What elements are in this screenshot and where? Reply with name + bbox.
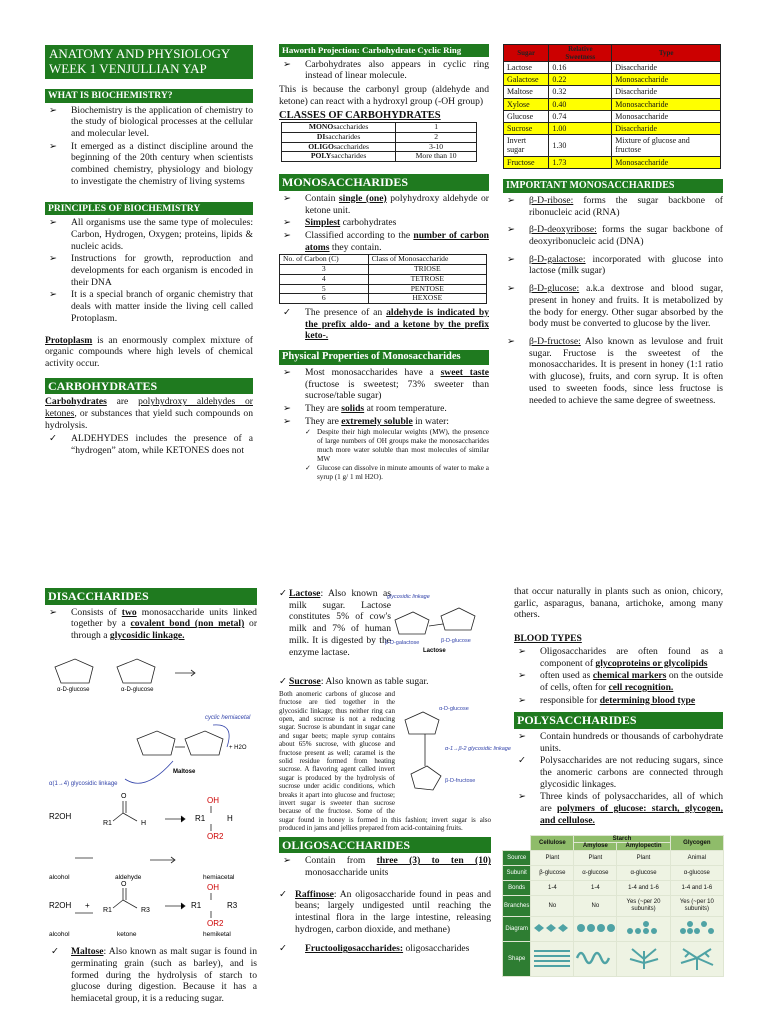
classes-heading: CLASSES OF CARBOHYDRATES	[279, 109, 441, 121]
arrow-icon: ➢	[49, 217, 58, 229]
lactose-text: ✓ Lactose: Also known as milk sugar. Lactose constitutes 5% of cow's milk and 7% of human milk. It is digested by the enzyme lactase.	[279, 588, 391, 658]
lactose-label: Lactose	[423, 648, 446, 654]
arrow-icon: ➢	[518, 694, 527, 706]
carbon-class-table: No. of Carbon (C) Class of Monosaccharide 3 TRIOSE 4 TETROSE 5 PENTOSE 6 HEXOSE	[279, 254, 487, 304]
plus-sign: +	[85, 901, 90, 911]
poly-row: Bonds 1-4 1-4 1-4 and 1-6 1-4 and 1-6	[503, 881, 724, 896]
arrow-icon: ➢	[283, 366, 292, 378]
poly-heading: POLYSACCHARIDES	[514, 712, 723, 729]
oligo-heading: OLIGOSACCHARIDES	[279, 837, 491, 854]
classes-row: MONOsaccharides 1	[282, 123, 477, 133]
cellulose-shape-icon	[532, 945, 572, 971]
hemiacetal-label: hemiacetal	[203, 873, 235, 881]
aldehyde-o-label: O	[121, 792, 127, 800]
r3-label-b: R3	[227, 901, 238, 911]
mono-heading: MONOSACCHARIDES	[279, 174, 489, 191]
doc-title: ANATOMY AND PHYSIOLOGY WEEK 1 VENJULLIAN YAP	[45, 45, 253, 79]
carbon-row: 6 HEXOSE	[280, 294, 487, 304]
glycogen-shape-icon	[677, 945, 717, 971]
important-item: ➢ β-D-fructose: Also known as levulose and fruit sugar. Fructose is the sweetest of the monosaccharides. It is present in honey (1:1 ratio with glucose), fruits, and corn syrup. It is often used to sweeten foods, since less fructose is needed to achieve the same degree of sweetness.	[507, 336, 723, 406]
check-icon: ✓	[51, 946, 60, 958]
lactose-diagram	[383, 586, 493, 654]
principles-list: ➢ All organisms use the same type of molecules: Carbon, Hydrogen, Oxygen; proteins, lipids & nucleic acids. ➢ Instructions for growth, reproduction and developments for each organism is encoded in their DNA ➢ It is a special branch of organic chemistry that deals with matter inside the living cell called Protoplasm.	[49, 217, 253, 324]
classes-row: POLYsaccharides More than 10	[282, 152, 477, 162]
or2-label-2: OR2	[207, 919, 224, 929]
arrow-icon: ➢	[283, 217, 292, 229]
amylose-shape-icon	[575, 945, 615, 971]
sucrose-glucose-label: α-D-glucose	[439, 705, 469, 712]
col-top-right	[503, 44, 723, 412]
sweetness-row: Galactose 0.22 Monosaccharide	[504, 74, 721, 86]
sweetness-row: Lactose 0.16 Disaccharide	[504, 62, 721, 74]
arrow-icon: ➢	[507, 253, 516, 265]
carbs-heading: CARBOHYDRATES	[45, 378, 253, 395]
fos-text: ✓ Fructooligosaccharides: oligosaccharides	[279, 943, 470, 955]
arrow-icon: ➢	[283, 229, 292, 241]
galactose-label: β-D-galactose	[385, 640, 420, 646]
arrow-icon: ➢	[518, 645, 527, 657]
r1-label: R1	[103, 819, 112, 827]
water-label: + H2O	[229, 744, 247, 751]
important-heading: IMPORTANT MONOSACCHARIDES	[503, 179, 723, 193]
sucrose-body: Both anomeric carbons of glucose and fructose are tied together in the glycosidic linkage; thus neither ring can open, and sucrose is not a reducing sugar. Sucrose is abundant in sugar cane and sugar beets; maple syrup contains about 65% sucrose, with glucose and fructose present as well; caramel is the solid residue formed from heating sucrose. A flavoring agent called invert sugar is produced by the hydrolysis of sucrose under acidic conditions, which breaks it apart into glucose and fructose; invert sugar is sweeter than sucrose because of the fructose. Some of the sugar found in honey is formed in this fashion; invert sugar is also produced in jams and jellies prepared from acid-containing fruits.	[279, 689, 491, 833]
check-icon: ✓	[305, 428, 312, 437]
carbon-row: 5 PENTOSE	[280, 284, 487, 294]
arrow-icon: ➢	[283, 402, 292, 414]
sweetness-row: Glucose 0.74 Monosaccharide	[504, 110, 721, 122]
h-label-b: H	[227, 813, 233, 823]
arrow-icon: ➢	[49, 606, 58, 618]
alcohol-label-1: alcohol	[49, 873, 70, 881]
sucrose-diagram	[397, 690, 511, 814]
r1-label-d: R1	[191, 901, 202, 911]
arrow-icon: ➢	[518, 791, 527, 803]
disaccharide-formation-diagram	[45, 643, 257, 899]
amylopectin-diagram-icon	[624, 919, 664, 937]
oh-label-1: OH	[207, 795, 219, 805]
blood-heading: BLOOD TYPES	[514, 633, 582, 645]
sweetness-row: Sucrose 1.00 Disaccharide	[504, 123, 721, 135]
important-item: ➢ β-D-galactose: incorporated with glucose into lactose (milk sugar)	[507, 253, 723, 277]
col-bottom-right: that occur naturally in plants such as onion, chicory, garlic, asparagus, banana, artichoke, among many others. BLOOD TYPES ➢ Oligosaccharides are often found as a component of glycoproteins or glycolipids ➢ often used as chemical markers on the outside of cells, often for cell recognition. ➢ responsible for determining blood type POLYSACCHARIDES ➢ Contain hundreds or thousands of carbohydrate units. ✓ Polysaccharides are not reducing sugars, since the anomeric carbons are connected through glycosidic linkages. ➢ Three kinds of polysaccharides, all of which are polymers of glucose: starch, glycogen, and cellulose. Cellulose Starch Glycogen Amylose Amylopectin Source Plant Plant Plant Animal Subunit β-glucose α-glucose α-glucose α-glucose Bonds 1-4 1-4 1-4 and 1-6 1-4 and 1-6 Branches No No Yes (~per 20 subunits) Yes (~per 10 subunits) Diagram Shape	[514, 586, 723, 977]
arrow-icon: ➢	[283, 192, 292, 204]
check-icon: ✓	[518, 755, 527, 767]
important-item: ➢ β-D-deoxyribose: forms the sugar backbone of deoxyribonucleic acid (DNA)	[507, 224, 723, 248]
carbon-row: 4 TETROSE	[280, 274, 487, 284]
r1-label-c: R1	[103, 907, 112, 915]
r2oh-label-2: R2OH	[49, 901, 72, 911]
di-heading: DISACCHARIDES	[45, 588, 257, 605]
classes-table	[281, 122, 477, 162]
carbs-def: Carbohydrates are polyhydroxy aldehydes or ketones, or substances that yield such compounds on hydrolysis.	[45, 396, 253, 431]
cyclic-hemiacetal-label: cyclic hemiacetal	[205, 714, 251, 721]
check-icon: ✓	[49, 433, 58, 445]
sweetness-row: Maltose 0.32 Disaccharide	[504, 86, 721, 98]
classes-row: DIsaccharides 2	[282, 133, 477, 143]
arrow-icon: ➢	[283, 415, 292, 427]
aldehyde-label: aldehyde	[115, 873, 142, 881]
ketone-o-label: O	[121, 881, 127, 889]
protoplasm-text: Protoplasm is an enormously complex mixture of organic compounds where high levels of chemical activity occur.	[45, 334, 253, 369]
arrow-icon: ➢	[49, 253, 58, 265]
check-icon: ✓	[283, 306, 292, 318]
classes-row: OLIGOsaccharides 3-10	[282, 142, 477, 152]
hemiketal-label: hemiketal	[203, 931, 231, 939]
check-icon: ✓	[279, 943, 288, 955]
arrow-icon: ➢	[49, 104, 58, 116]
sucrose-link-label: α-1→β-2 glycosidic linkage	[445, 745, 511, 752]
amylopectin-shape-icon	[624, 945, 664, 971]
important-item: ➢ β-D-glucose: a.k.a dextrose and blood sugar, present in honey and fruits. It is metabolized by the body for energy. Other sugar absorbed by the body must be converted to glucose by the liver.	[507, 283, 723, 330]
maltose-text: ✓ Maltose: Also known as malt sugar is found in germinating grain (such as barley), and is formed during the hydrolysis of starch to glucose during digestion. Because it has a hemiacetal group, it is a reducing sugar.	[51, 946, 257, 1004]
r3-label: R3	[141, 907, 150, 915]
col-top-left: ANATOMY AND PHYSIOLOGY WEEK 1 VENJULLIAN YAP WHAT IS BIOCHEMISTRY? ➢ Biochemistry is the application of chemistry to the study of biological processes at the cellular and molecular level. ➢ It emerged as a distinct discipline around the beginning of the 20th century when scientists combined chemistry, physiology and biology to investigate the chemistry of living systems PRINCIPLES OF BIOCHEMISTRY ➢ All organisms use the same type of molecules: Carbon, Hydrogen, Oxygen; proteins, lipids & nucleic acids. ➢ Instructions for growth, reproduction and developments for each organism is encoded in their DNA ➢ It is a special branch of organic chemistry that deals with matter inside the living cell called Protoplasm. Protoplasm is an enormously complex mixture of organic compounds where high levels of chemical activity occur. CARBOHYDRATES Carbohydrates are polyhydroxy aldehydes or ketones, or substances that yield such compounds on hydrolysis. ✓ ALDEHYDES includes the presence of a “hydrogen” atom, while KETONES does not	[45, 46, 253, 457]
poly-row: Subunit β-glucose α-glucose α-glucose α-glucose	[503, 866, 724, 881]
arrow-icon: ➢	[49, 140, 58, 152]
r2oh-label: R2OH	[49, 811, 72, 821]
sweetness-row: Xylose 0.40 Monosaccharide	[504, 98, 721, 110]
col-top-middle: Haworth Projection: Carbohydrate Cyclic Ring ➢ Carbohydrates also appears in cyclic ring instead of linear molecule. This is because the carbonyl group (aldehyde and ketone) can react with a hydroxyl group (-OH group) CLASSES OF CARBOHYDRATES MONOsaccharides 1 DIsaccharides 2 OLIGOsaccharides 3-10 POLYsaccharides More than 10 MONOSACCHARIDES ➢ Contain single (one) polyhydroxy aldehyde or ketone unit. ➢ Simplest carbohydrates ➢ Classified according to the number of carbon atoms they contain. No. of Carbon (C) Class of Monosaccharide 3 TRIOSE 4 TETROSE 5 PENTOSE 6 HEXOSE ✓ The presence of an aldehyde is indicated by the prefix aldo- and a ketone by the prefix keto-. Physical Properties of Monosaccharides ➢ Most monosaccharides have a sweet taste (fructose is sweetest; 73% sweeter than sucrose/table sugar) ➢ They are solids at room temperature. ➢ They are extremely soluble in water: ✓ Despite their high molecular weights (MW), the presence of large numbers of OH groups make the monosaccharides much more water soluble than most molecules of similar MW ✓ Glucose can dissolve in minute amounts of water to make a syrup (1 g/ 1 ml H2O).	[279, 45, 489, 482]
r1-label-b: R1	[195, 813, 206, 823]
sweetness-row: Invert sugar 1.30 Mixture of glucose and fructose	[504, 135, 721, 156]
arrow-icon: ➢	[518, 730, 527, 742]
arrow-icon: ➢	[283, 855, 292, 867]
amylose-diagram-icon	[575, 919, 615, 937]
important-list	[503, 195, 723, 406]
glycogen-diagram-icon	[677, 919, 717, 937]
or2-label-1: OR2	[207, 831, 224, 841]
oh-label-2: OH	[207, 883, 219, 893]
sweetness-table: Sugar Relative Sweetness Type Lactose 0.16 Disaccharide Galactose 0.22 Monosaccharide Maltose 0.32 Disaccharide Xylose 0.40 Monosaccharide Glucose 0.74 Monosaccharide Sucrose 1.00 Disaccharide Invert sugar 1.30 Mixture of glucose and fructose Fructose 1.73 Monosaccharide	[503, 44, 721, 169]
arrow-icon: ➢	[518, 670, 527, 682]
haworth-heading: Haworth Projection: Carbohydrate Cyclic Ring	[279, 44, 489, 57]
h-label: H	[141, 819, 147, 827]
poly-row: Branches No No Yes (~per 20 subunits) Yes (~per 10 subunits)	[503, 896, 724, 917]
alpha-glucose-label-2: α-D-glucose	[121, 686, 154, 693]
polysaccharide-table: Cellulose Starch Glycogen Amylose Amylopectin Source Plant Plant Plant Animal Subunit β-glucose α-glucose α-glucose α-glucose Bonds 1-4 1-4 1-4 and 1-6 1-4 and 1-6 Branches No No Yes (~per 20 subunits) Yes (~per 10 subunits) Diagram Shape	[502, 835, 724, 978]
arrow-icon: ➢	[507, 194, 516, 206]
carbon-row: 3 TRIOSE	[280, 265, 487, 275]
phys-heading: Physical Properties of Monosaccharides	[279, 350, 489, 365]
glycosidic-linkage-label: α(1→4) glycosidic linkage	[49, 780, 118, 787]
check-icon: ✓	[279, 676, 288, 688]
alcohol-label-2: alcohol	[49, 931, 70, 939]
sucrose-block	[279, 689, 511, 833]
lactose-link-label: glycosidic linkage	[387, 594, 430, 600]
arrow-icon: ➢	[507, 224, 516, 236]
check-icon: ✓	[305, 464, 312, 473]
alpha-glucose-label-1: α-D-glucose	[57, 686, 90, 693]
sweetness-row: Fructose 1.73 Monosaccharide	[504, 156, 721, 168]
arrow-icon: ➢	[49, 289, 58, 301]
what-is-list: ➢ Biochemistry is the application of chemistry to the study of biological processes at the cellular and molecular level. ➢ It emerged as a distinct discipline around the beginning of the 20th century when scientists combined chemistry, physiology and biology to investigate the chemistry of living systems	[49, 104, 253, 187]
arrow-icon: ➢	[507, 283, 516, 295]
arrow-icon: ➢	[507, 336, 516, 347]
raffinose-text: ✓ Raffinose: An oligosaccharide found in peas and beans; largely undigested until reaching the intestinal flora in the large intestine, releasing hydrogen, carbon dioxide, and methane)	[279, 888, 491, 935]
what-is-heading: WHAT IS BIOCHEMISTRY?	[45, 89, 253, 103]
sucrose-title: ✓ Sucrose: Also known as table sugar.	[279, 676, 429, 688]
fructose-label: β-D-fructose	[445, 777, 476, 784]
col-bottom-middle: ✓ Lactose: Also known as milk sugar. Lactose constitutes 5% of cow's milk and 7% of human milk. It is digested by the enzyme lactase. glycosidic linkage β-D-galactose β-D-glucose Lactose ✓ Sucrose: Also known as table sugar. α-D-glucose α-1→β-2 glycosidic linkage β-D-fructose Both anomeric carbons of glucose and fructose are tied together in the glycosidic linkage; thus neither ring can open, and sucrose is not a reducing sugar. Sucrose is abundant in sugar cane and sugar beets; maple syrup contains about 65% sucrose, with glucose and fructose present as well; caramel is the solid residue formed from heating sucrose. A flavoring agent called invert sugar is produced by the hydrolysis of sucrose under acidic conditions, which breaks it apart into glucose and fructose; invert sugar is sweeter than sucrose because of the fructose. Some of the sugar found in honey is formed in this fashion; invert sugar is also produced in jams and jellies prepared from acid-containing fruits. OLIGOSACCHARIDES ➢ Contain from three (3) to ten (10) monosaccharide units ✓ Raffinose: An oligosaccharide found in peas and beans; largely undigested until reaching the intestinal flora in the large intestine, releasing hydrogen, carbon dioxide, and methane) ✓ Fructooligosaccharides: oligosaccharides	[279, 588, 511, 955]
principles-heading: PRINCIPLES OF BIOCHEMISTRY	[45, 202, 253, 216]
beta-glucose-label: β-D-glucose	[441, 638, 471, 644]
maltose-block	[45, 946, 257, 1005]
poly-row: Source Plant Plant Plant Animal	[503, 851, 724, 866]
haworth-text: This is because the carbonyl group (aldehyde and ketone) can react with a hydroxyl group (-OH group)	[279, 84, 489, 107]
col-bottom-left: DISACCHARIDES ➢ Consists of two monosaccharide units linked together by a covalent bond (non metal) or through a glycosidic linkage. α-D-glucose α-D-glucose cyclic hemiacetal + H2O α(1→4) glycosidic linkage Maltose R2OH R1 H OH R1 H OR2 alcohol aldehyde hemiacetal O R2OH R1 R3 OH R1 R3 OR2 alcohol ketone hemiketal + O ✓ Maltose: Also known as malt sugar is found in germinating grain (such as barley), and is formed during the hydrolysis of starch to glucose during digestion. Because it has a hemiacetal group, it is a reducing sugar.	[45, 586, 257, 1007]
ketone-label: ketone	[117, 931, 137, 939]
cellulose-diagram-icon	[532, 919, 572, 937]
arrow-icon: ➢	[283, 58, 292, 70]
important-item: ➢ β-D-ribose: forms the sugar backbone of ribonucleic acid (RNA)	[507, 194, 723, 218]
maltose-label: Maltose	[173, 768, 196, 775]
check-icon: ✓	[279, 588, 288, 599]
ketone-hemiketal-diagram	[45, 878, 257, 940]
check-icon: ✓	[279, 888, 288, 900]
fos-continued: that occur naturally in plants such as onion, chicory, garlic, asparagus, banana, artichoke, among many others.	[514, 586, 723, 621]
